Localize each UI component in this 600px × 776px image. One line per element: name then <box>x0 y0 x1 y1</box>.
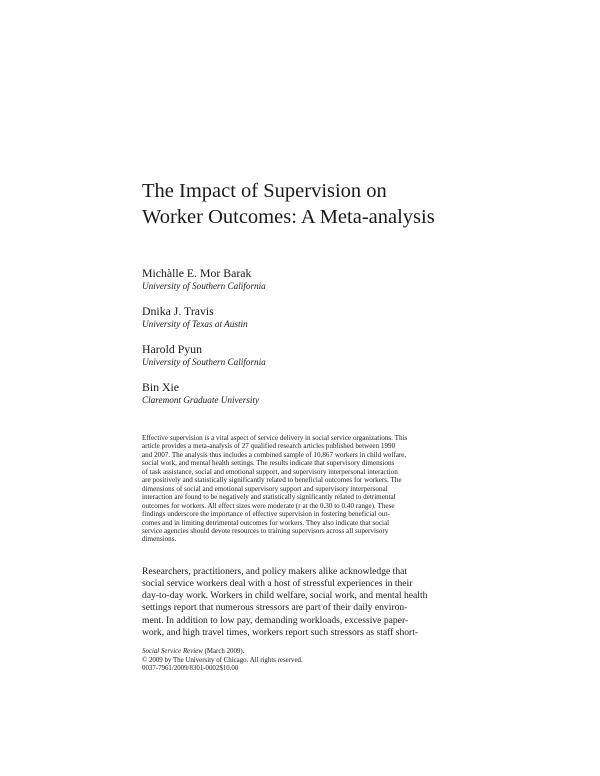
abstract-line: interaction are found to be negatively and statistically significantly related to detrimental <box>142 493 396 502</box>
body-line: Researchers, practitioners, and policy makers alike acknowledge that <box>142 566 408 577</box>
abstract-line: are positively and statistically significantly related to beneficial outcomes for workers. The <box>142 476 402 485</box>
abstract-line: social work, and mental health settings. The results indicate that supervisory dimensions <box>142 459 395 468</box>
author-name: Harold Pyun <box>142 342 202 356</box>
author-name: Dnika J. Travis <box>142 304 214 318</box>
issue-date: (March 2009). <box>202 648 245 655</box>
body-line: day-to-day work. Workers in child welfare, social work, and mental health <box>142 590 428 602</box>
body-line: settings report that numerous stressors are part of their daily environ- <box>142 602 408 614</box>
author-1 <box>142 266 462 292</box>
abstract-line: of task assistance, social and emotional support, and supervisory interpersonal interaction <box>142 467 398 476</box>
author-4 <box>142 380 462 406</box>
abstract-line: service agencies should devote resources to training supervisors across all supervisory <box>142 526 389 535</box>
publication-footer <box>142 648 462 674</box>
title-line-2: Worker Outcomes: A Meta-analysis <box>142 206 435 228</box>
author-affiliation: Claremont Graduate University <box>142 395 260 405</box>
copyright-line: © 2009 by The University of Chicago. All rights reserved. <box>142 656 303 664</box>
body-line: ment. In addition to low pay, demanding workloads, excessive paper- <box>142 614 409 626</box>
body-paragraph <box>142 566 458 639</box>
abstract-line: and 2007. The analysis thus includes a combined sample of 10,867 workers in child welfare, <box>142 450 407 459</box>
author-3 <box>142 342 462 368</box>
issn-line: 0037-7961/2009/8301-0002$10.00 <box>142 665 239 673</box>
article-title <box>142 178 462 230</box>
author-list <box>142 266 462 418</box>
journal-name: Social Service Review <box>142 648 203 655</box>
abstract-line: dimensions. <box>142 535 177 544</box>
abstract-line: outcomes for workers. All effect sizes were moderate (r at the 0.30 to 0.40 range). These <box>142 501 395 510</box>
author-affiliation: University of Southern California <box>142 281 266 291</box>
author-name: Bin Xie <box>142 380 180 394</box>
body-line: work, and high travel times, workers report such stressors as staff short- <box>142 626 419 638</box>
body-line: social service workers deal with a host of stressful experiences in their <box>142 578 413 590</box>
abstract-line: findings underscore the importance of effective supervision in fostering beneficial out- <box>142 510 390 519</box>
author-name: Michàlle E. Mor Barak <box>142 266 252 280</box>
author-affiliation: University of Southern California <box>142 357 266 367</box>
abstract-line: dimensions of social and emotional supervisory support and supervisory interpersonal <box>142 484 388 493</box>
abstract-line: Effective supervision is a vital aspect of service delivery in social service organizations. This <box>142 434 408 442</box>
author-affiliation: University of Texas at Austin <box>142 319 248 329</box>
author-2 <box>142 304 462 330</box>
title-line-1: The Impact of Supervision on <box>142 180 387 202</box>
abstract-line: article provides a meta-analysis of 27 qualified research articles published between 1990 <box>142 442 396 451</box>
citation-line <box>142 648 462 657</box>
abstract-line: comes and in limiting detrimental outcomes for workers. They also indicate that social <box>142 518 390 527</box>
abstract <box>142 434 458 544</box>
